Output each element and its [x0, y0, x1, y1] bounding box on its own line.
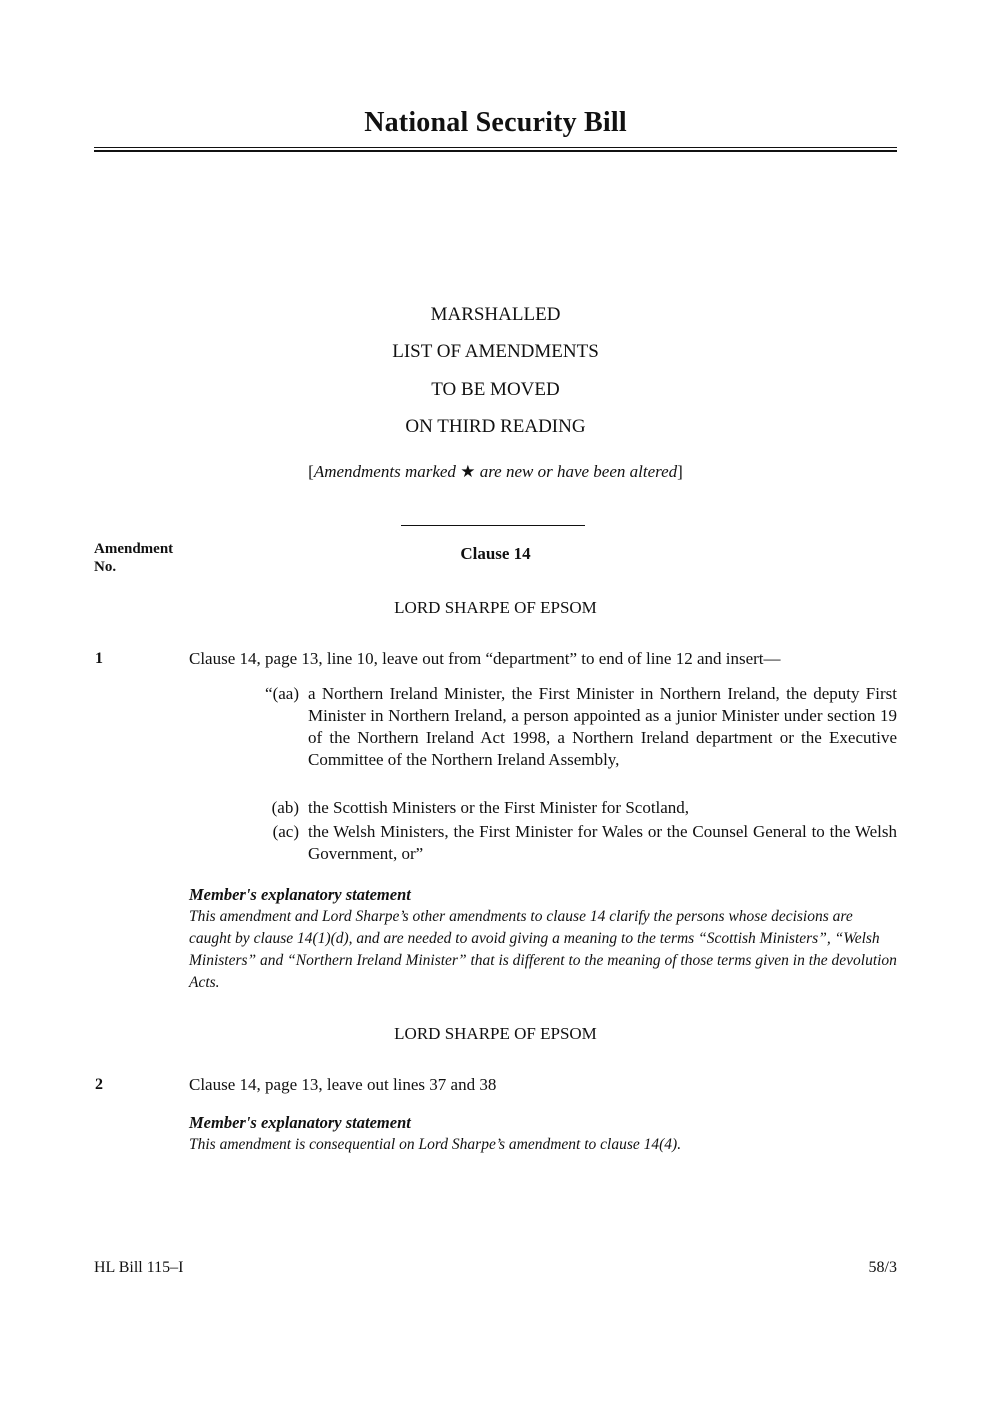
amendment-label-line2: No. [94, 559, 117, 575]
star-icon: ★ [460, 462, 476, 481]
title-rule-thin [94, 147, 897, 148]
paragraph-label: (ab) [271, 798, 299, 817]
explanatory-heading: Member's explanatory statement [189, 1113, 411, 1132]
amendment-2-explanatory-statement [189, 1112, 897, 1156]
paragraph-text: a Northern Ireland Minister, the First Minister in Northern Ireland, the deputy First Minister in Northern Ireland, a person appointed as a junior Minister under section 19 of the Northern Ireland Act 1998, a Northern Ireland department or the Executive Committee of the Northern Ireland Assembly, [308, 684, 897, 769]
explanatory-text: This amendment is consequential on Lord Sharpe’s amendment to clause 14(4). [189, 1136, 682, 1153]
heading-on-third-reading: ON THIRD READING [405, 416, 586, 437]
amendments-marked-note [94, 462, 897, 482]
page-code: 58/3 [868, 1259, 897, 1276]
amendment-1-text: Clause 14, page 13, line 10, leave out from “department” to end of line 12 and insert— [189, 649, 781, 668]
heading-list-of-amendments: LIST OF AMENDMENTS [392, 341, 599, 362]
amendment-2-mover: LORD SHARPE OF EPSOM [394, 1024, 597, 1043]
amendment-1-number: 1 [95, 650, 103, 667]
explanatory-text: This amendment and Lord Sharpe’s other amendments to clause 14 clarify the persons whose decisions are caught by clause 14(1)(d), and are needed to avoid giving a meaning to the terms “Scottish Ministers”, “Welsh Ministers” and “Northern Ireland Minister” that is different to the meaning of those terms given in the devolution Acts. [189, 908, 897, 991]
paragraph-text: the Scottish Ministers or the First Minister for Scotland, [308, 798, 690, 817]
amendment-label-line1: Amendment [94, 541, 174, 557]
note-text-after: are new or have been altered [475, 462, 678, 481]
paragraph-text: the Welsh Ministers, the First Minister for Wales or the Counsel General to the Welsh Government, or” [308, 822, 897, 863]
heading-to-be-moved: TO BE MOVED [431, 379, 560, 400]
title-rule-thick [94, 150, 897, 152]
paragraph-label: (ac) [272, 822, 299, 841]
paragraph-label: “(aa) [265, 684, 299, 703]
explanatory-heading: Member's explanatory statement [189, 885, 411, 904]
clause-heading: Clause 14 [460, 544, 531, 563]
section-divider [401, 525, 585, 526]
note-text-before: Amendments marked [313, 462, 461, 481]
amendment-1-mover: LORD SHARPE OF EPSOM [394, 598, 597, 617]
bill-reference: HL Bill 115–I [94, 1259, 184, 1276]
amendment-2-text: Clause 14, page 13, leave out lines 37 and 38 [189, 1075, 497, 1094]
heading-marshalled: MARSHALLED [430, 304, 561, 325]
note-open-bracket: [ [308, 462, 314, 481]
amendment-1-explanatory-statement [189, 884, 897, 994]
amendment-2-number: 2 [95, 1076, 103, 1093]
note-close-bracket: ] [677, 462, 683, 481]
bill-title: National Security Bill [364, 107, 627, 138]
